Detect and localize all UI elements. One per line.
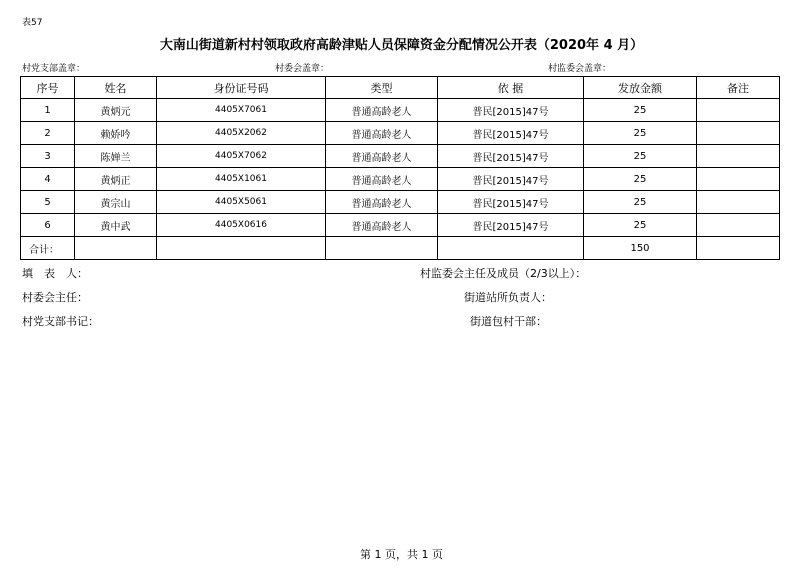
- cell-basis: 普民[2015]47号: [438, 99, 584, 122]
- cell-type: 普通高龄老人: [326, 122, 438, 145]
- cell-amount: 25: [584, 214, 697, 237]
- cell-id: 4405X0616: [157, 214, 326, 237]
- cell-remark: [697, 168, 780, 191]
- table-row: [21, 99, 780, 122]
- cell-remark: [697, 191, 780, 214]
- header-basis: 依 据: [438, 77, 584, 99]
- table-row: [21, 168, 780, 191]
- cell-amount: 25: [584, 99, 697, 122]
- total-empty-cell: [326, 237, 438, 260]
- cell-amount: 25: [584, 122, 697, 145]
- cell-amount: 25: [584, 191, 697, 214]
- total-empty-cell: [438, 237, 584, 260]
- cell-basis: 普民[2015]47号: [438, 214, 584, 237]
- party-seal-label: 村党支部盖章：: [22, 64, 86, 74]
- cell-amount: 25: [584, 168, 697, 191]
- header-remark: 备注: [697, 77, 780, 99]
- cell-basis: 普民[2015]47号: [438, 122, 584, 145]
- cell-remark: [697, 145, 780, 168]
- cell-type: 普通高龄老人: [326, 191, 438, 214]
- cell-id: 4405X1061: [157, 168, 326, 191]
- total-empty-cell: [75, 237, 157, 260]
- cell-no: 5: [21, 191, 75, 214]
- director-signature-label: 村委会主任：: [22, 291, 88, 304]
- cell-basis: 普民[2015]47号: [438, 191, 584, 214]
- cell-name: 赖娇吟: [75, 122, 157, 145]
- secretary-signature-label: 村党支部书记：: [22, 315, 99, 328]
- cell-type: 普通高龄老人: [326, 145, 438, 168]
- table-row: [21, 145, 780, 168]
- cell-name: 陈婵兰: [75, 145, 157, 168]
- cell-type: 普通高龄老人: [326, 214, 438, 237]
- allowance-table: [20, 76, 780, 260]
- supervision-signature-label: 村监委会主任及成员（2/3以上）：: [420, 267, 587, 280]
- cell-id: 4405X5061: [157, 191, 326, 214]
- cell-remark: [697, 122, 780, 145]
- cell-type: 普通高龄老人: [326, 168, 438, 191]
- station-signature-label: 街道站所负责人：: [464, 291, 552, 304]
- committee-seal-label: 村委会盖章：: [275, 64, 330, 74]
- table-row: [21, 214, 780, 237]
- cell-basis: 普民[2015]47号: [438, 168, 584, 191]
- table-row: [21, 122, 780, 145]
- cell-id: 4405X2062: [157, 122, 326, 145]
- table-id: 表57: [22, 18, 43, 28]
- cell-no: 4: [21, 168, 75, 191]
- header-row: [21, 77, 780, 99]
- page-footer: 第 1 页，共 1 页: [360, 548, 443, 561]
- cell-no: 1: [21, 99, 75, 122]
- header-id: 身份证号码: [157, 77, 326, 99]
- cell-no: 3: [21, 145, 75, 168]
- cell-remark: [697, 214, 780, 237]
- cell-name: 黄中武: [75, 214, 157, 237]
- header-name: 姓名: [75, 77, 157, 99]
- total-empty-cell: [697, 237, 780, 260]
- total-row: [21, 237, 780, 260]
- cell-id: 4405X7062: [157, 145, 326, 168]
- total-empty-cell: [157, 237, 326, 260]
- cell-name: 黄宗山: [75, 191, 157, 214]
- cell-no: 2: [21, 122, 75, 145]
- cell-basis: 普民[2015]47号: [438, 145, 584, 168]
- document-title: 大南山街道新村村领取政府高龄津贴人员保障资金分配情况公开表（2020年 4 月）: [159, 38, 644, 53]
- table-row: [21, 191, 780, 214]
- cell-no: 6: [21, 214, 75, 237]
- header-no: 序号: [21, 77, 75, 99]
- cell-type: 普通高龄老人: [326, 99, 438, 122]
- cell-name: 黄炳元: [75, 99, 157, 122]
- cell-name: 黄炳正: [75, 168, 157, 191]
- cell-amount: 25: [584, 145, 697, 168]
- cell-remark: [697, 99, 780, 122]
- supervision-seal-label: 村监委会盖章：: [548, 64, 612, 74]
- cadre-signature-label: 街道包村干部：: [470, 315, 547, 328]
- total-amount: 150: [584, 237, 697, 260]
- filler-signature-label: 填 表 人：: [22, 267, 88, 280]
- header-type: 类型: [326, 77, 438, 99]
- total-label: 合计：: [21, 237, 75, 260]
- cell-id: 4405X7061: [157, 99, 326, 122]
- header-amount: 发放金额: [584, 77, 697, 99]
